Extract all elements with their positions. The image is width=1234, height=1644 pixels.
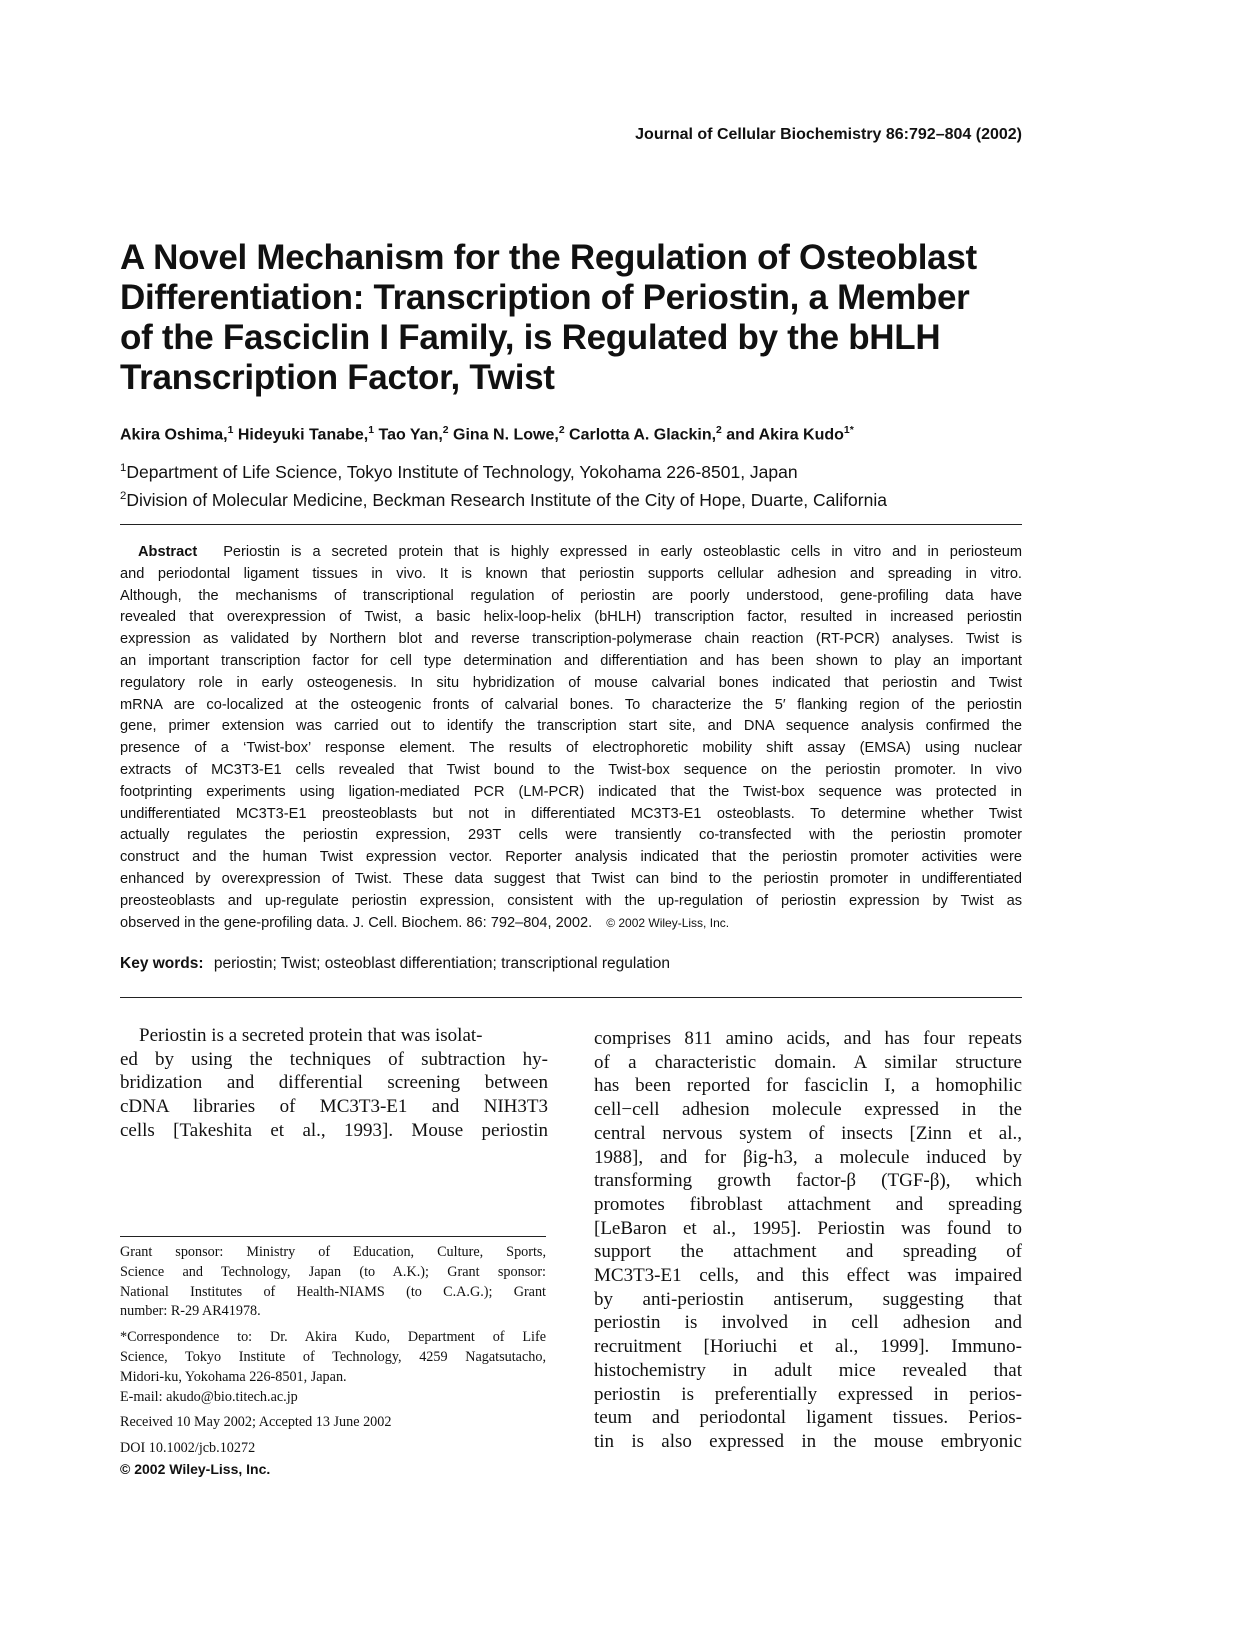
affiliation — [120, 456, 887, 484]
affiliation-mark: 2 — [120, 489, 127, 502]
footnote-line: number: R-29 AR41978. — [120, 1303, 261, 1320]
abstract-line: gene, primer extension was carried out to identify the transcription start site, and DNA sequence analysis confirmed the — [120, 718, 1022, 735]
body-line: cell−cell adhesion molecule expressed in the — [594, 1099, 1022, 1121]
abstract-copyright: © 2002 Wiley-Liss, Inc. — [606, 915, 730, 930]
body-column-left — [120, 1024, 548, 1143]
abstract-line: Although, the mechanisms of transcriptional regulation of periostin are poorly understood, gene-profiling data have — [120, 587, 1022, 604]
body-line: promotes fibroblast attachment and spreading — [594, 1193, 1022, 1215]
title-line: A Novel Mechanism for the Regulation of Osteoblast — [120, 238, 977, 277]
abstract-line: and periodontal ligament tissues in vivo. It is known that periostin supports cellular adhesion and spreading in vitro. — [120, 565, 1022, 582]
body-line: histochemistry in adult mice revealed that — [594, 1359, 1022, 1381]
body-line: recruitment [Horiuchi et al., 1999]. Immuno- — [594, 1336, 1022, 1358]
footnote-line: Grant sponsor: Ministry of Education, Culture, Sports, — [120, 1244, 546, 1260]
doi: DOI 10.1002/jcb.10272 — [120, 1440, 256, 1457]
keywords-text: periostin; Twist; osteoblast differentiation; transcriptional regulation — [213, 955, 670, 972]
body-line: transforming growth factor-β (TGF-β), which — [594, 1170, 1022, 1192]
abstract-line: expression as validated by Northern blot and reverse transcription-polymerase chain reaction (RT-PCR) analyses. Twist is — [120, 631, 1022, 648]
title-line: Transcription Factor, Twist — [120, 358, 555, 397]
author-affiliation-mark: 1* — [843, 425, 854, 436]
author-name: Tao Yan, — [374, 426, 443, 444]
paper-title — [120, 238, 1020, 398]
footnote-divider — [120, 1236, 546, 1237]
affiliation-text: Department of Life Science, Tokyo Institute of Technology, Yokohama 226-8501, Japan — [126, 461, 798, 482]
author-affiliation-mark: 2 — [716, 425, 722, 436]
keywords — [120, 955, 670, 973]
footnote-line: *Correspondence to: Dr. Akira Kudo, Department of Life — [120, 1329, 546, 1346]
abstract-line: an important transcription factor for cell type determination and differentiation and has been shown to play an important — [120, 652, 1022, 669]
received-date: Received 10 May 2002; Accepted 13 June 2002 — [120, 1414, 392, 1431]
body-line: Periostin is a secreted protein that was isolat- — [120, 1025, 483, 1046]
affiliation-text: Division of Molecular Medicine, Beckman Research Institute of the City of Hope, Duarte, California — [126, 489, 887, 510]
abstract — [120, 542, 1022, 934]
footnotes — [120, 1243, 546, 1459]
abstract-line — [120, 913, 1022, 935]
body-line: periostin is preferentially expressed in perios- — [594, 1383, 1022, 1405]
footnote-line: Science and Technology, Japan (to A.K.); Grant sponsor: — [120, 1263, 546, 1280]
body-line: teum and periodontal ligament tissues. Perios- — [594, 1407, 1022, 1429]
body-line: of a characteristic domain. A similar structure — [594, 1051, 1022, 1073]
abstract-line: extracts of MC3T3-E1 cells revealed that Twist bound to the Twist-box sequence on the periostin promoter. In vivo — [120, 761, 1022, 778]
correspondence-footnote — [120, 1328, 546, 1407]
affiliations — [120, 456, 887, 512]
body-line: ed by using the techniques of subtraction hy- — [120, 1048, 548, 1070]
copyright: © 2002 Wiley-Liss, Inc. — [120, 1461, 271, 1477]
author-list — [120, 425, 854, 444]
keywords-label: Key words: — [120, 955, 204, 972]
author-affiliation-mark: 2 — [558, 425, 565, 436]
footnote-line: National Institutes of Health-NIAMS (to C.A.G.); Grant — [120, 1283, 546, 1300]
abstract-line: regulatory role in early osteogenesis. In situ hybridization of mouse calvarial bones indicated that periostin and Twist — [120, 674, 1022, 691]
body-line: comprises 811 amino acids, and has four repeats — [594, 1028, 1022, 1049]
author-affiliation-mark: 1 — [227, 425, 234, 436]
body-line: periostin is involved in cell adhesion and — [594, 1312, 1022, 1334]
footnote-line: E-mail: akudo@bio.titech.ac.jp — [120, 1388, 298, 1405]
abstract-line: undifferentiated MC3T3-E1 preosteoblasts but not in differentiated MC3T3-E1 osteoblasts. To determine whether Twist — [120, 805, 1022, 822]
author-name: Carlotta A. Glackin, — [564, 426, 717, 444]
body-line: has been reported for fasciclin I, a homophilic — [594, 1075, 1022, 1097]
body-column-right — [594, 1027, 1022, 1454]
body-line: MC3T3-E1 cells, and this effect was impaired — [594, 1265, 1022, 1287]
abstract-line: construct and the human Twist expression vector. Reporter analysis indicated that the periostin promoter activities were — [120, 849, 1022, 866]
divider — [120, 997, 1022, 998]
abstract-label: Abstract — [138, 544, 198, 560]
abstract-line: enhanced by overexpression of Twist. These data suggest that Twist can bind to the periostin promoter in undifferentiated — [120, 870, 1022, 887]
abstract-line: preosteoblasts and up-regulate periostin expression, consistent with the up-regulation of periostin expression by Twist as — [120, 892, 1022, 909]
abstract-line: actually regulates the periostin expression, 293T cells were transiently co-transfected with the periostin promoter — [120, 827, 1022, 844]
author-name: and Akira Kudo — [721, 426, 844, 444]
body-line: by anti-periostin antiserum, suggesting that — [594, 1288, 1022, 1310]
abstract-text: Periostin is a secreted protein that is highly expressed in early osteoblastic cells in vitro and in periosteum — [223, 544, 1022, 560]
author-name: Akira Oshima, — [120, 426, 228, 444]
body-line: support the attachment and spreading of — [594, 1241, 1022, 1263]
abstract-line: mRNA are co-localized at the osteogenic fronts of calvarial bones. To characterize the 5′ flanking region of the periostin — [120, 696, 1022, 713]
author-name: Gina N. Lowe, — [448, 426, 559, 444]
abstract-line: revealed that overexpression of Twist, a basic helix-loop-helix (bHLH) transcription factor, resulted in increased periostin — [120, 609, 1022, 626]
body-line: central nervous system of insects [Zinn et al., — [594, 1122, 1022, 1144]
body-line: cDNA libraries of MC3T3-E1 and NIH3T3 — [120, 1096, 548, 1118]
author-affiliation-mark: 2 — [442, 425, 449, 436]
body-line: cells [Takeshita et al., 1993]. Mouse periostin — [120, 1119, 548, 1141]
abstract-line — [120, 542, 1022, 564]
footnote-line: Science, Tokyo Institute of Technology, 4259 Nagatsutacho, — [120, 1348, 546, 1365]
abstract-line: footprinting experiments using ligation-mediated PCR (LM-PCR) indicated that the Twist-box sequence was protected in — [120, 783, 1022, 800]
body-line: bridization and differential screening between — [120, 1072, 548, 1094]
affiliation — [120, 484, 887, 512]
body-line: tin is also expressed in the mouse embryonic — [594, 1430, 1022, 1452]
abstract-line: presence of a ‘Twist-box’ response element. The results of electrophoretic mobility shift assay (EMSA) using nuclear — [120, 740, 1022, 757]
affiliation-mark: 1 — [120, 462, 127, 474]
author-affiliation-mark: 1 — [368, 425, 375, 436]
title-line: Differentiation: Transcription of Periostin, a Member — [120, 278, 970, 317]
journal-citation: Journal of Cellular Biochemistry 86:792–804 (2002) — [635, 126, 1022, 143]
divider — [120, 524, 1022, 525]
abstract-text: observed in the gene-profiling data. J. Cell. Biochem. 86: 792–804, 2002. — [120, 914, 593, 931]
abstract-body — [120, 564, 1022, 913]
title-line: of the Fasciclin I Family, is Regulated by the bHLH — [120, 318, 941, 357]
body-line: [LeBaron et al., 1995]. Periostin was found to — [594, 1217, 1022, 1239]
footnote-line: Midori-ku, Yokohama 226-8501, Japan. — [120, 1368, 347, 1385]
grant-footnote — [120, 1243, 546, 1322]
body-line: 1988], and for βig-h3, a molecule induced by — [594, 1146, 1022, 1168]
author-name: Hideyuki Tanabe, — [233, 426, 369, 444]
